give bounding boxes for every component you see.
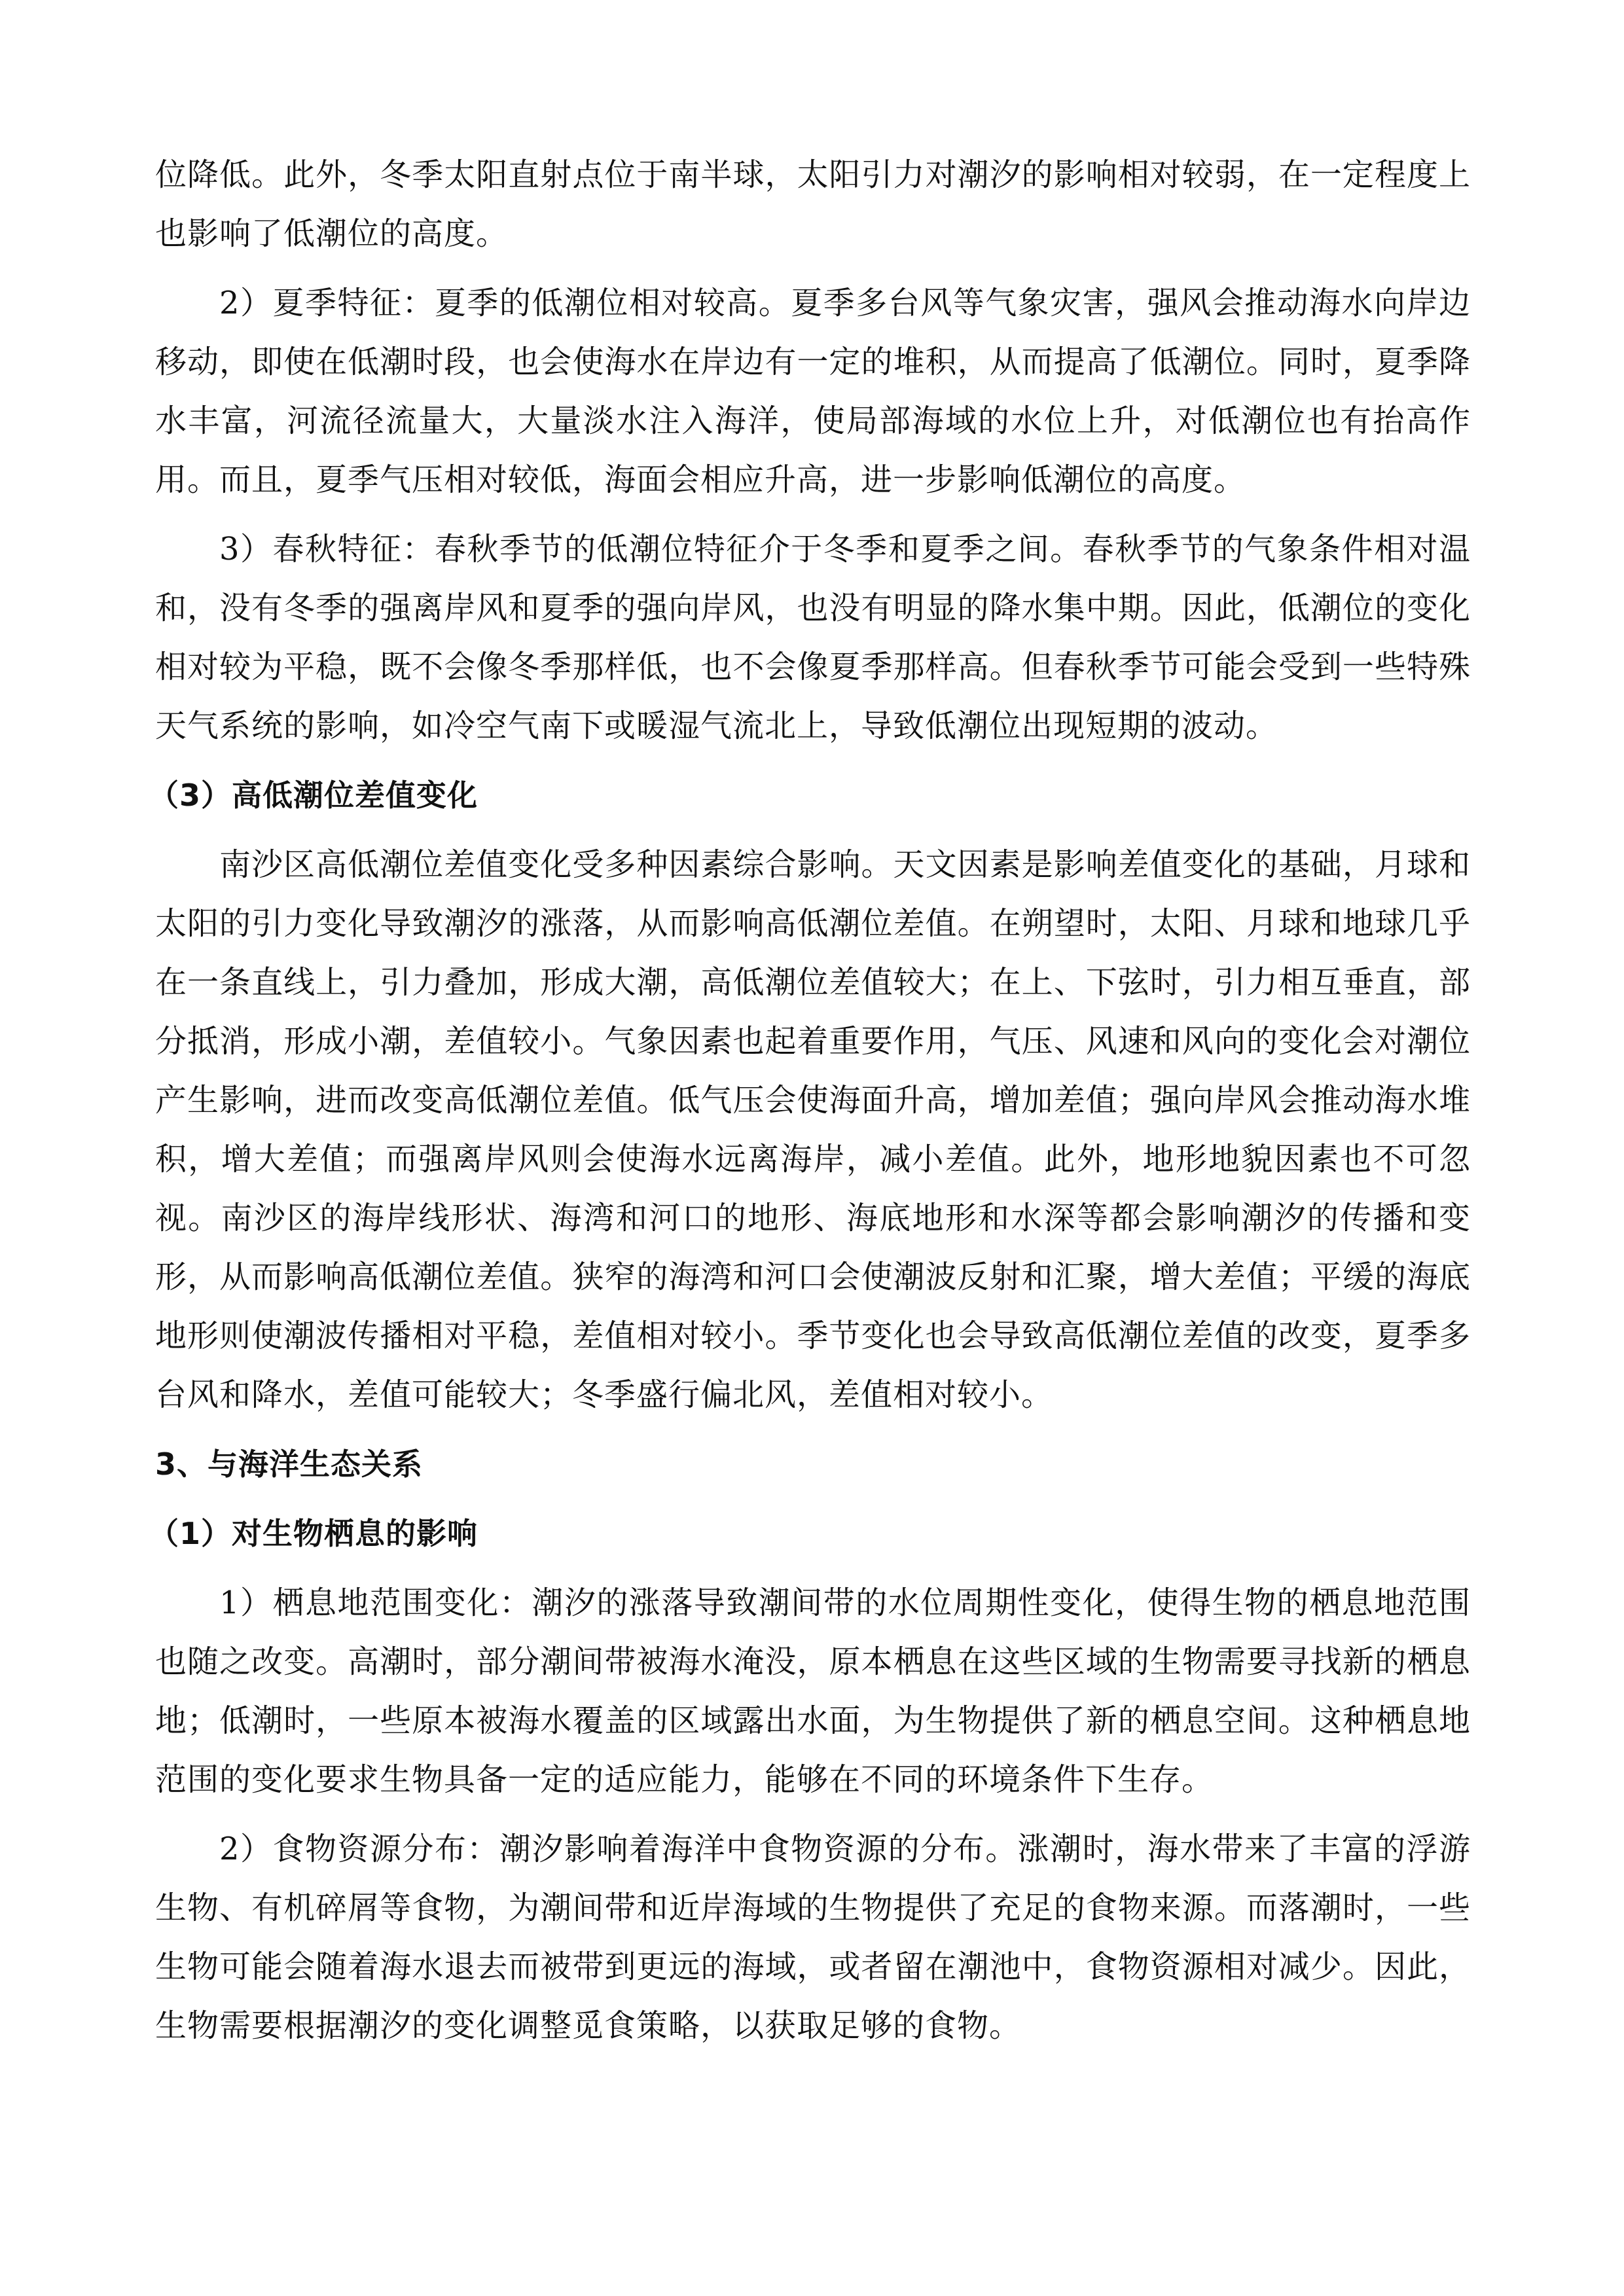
subheading-tide-difference: （3）高低潮位差值变化 — [149, 778, 478, 813]
subheading-habitat-impact: （1）对生物栖息的影响 — [149, 1516, 478, 1551]
document-page — [149, 145, 1471, 2066]
paragraph-summer-characteristics: 2）夏季特征：夏季的低潮位相对较高。夏季多台风等气象灾害，强风会推动海水向岸边移动，即使在低潮时段，也会使海水在岸边有一定的堆积，从而提高了低潮位。同时，夏季降水丰富，河流径流量大，大量淡水注入海洋，使局部海域的水位上升，对低潮位也有抬高作用。而且，夏季气压相对较低，海面会相应升高，进一步影响低潮位的高度。 — [155, 285, 1471, 498]
section-heading-marine-ecology: 3、与海洋生态关系 — [155, 1446, 424, 1482]
paragraph-spring-autumn-characteristics: 3）春秋特征：春秋季节的低潮位特征介于冬季和夏季之间。春秋季节的气象条件相对温和，没有冬季的强离岸风和夏季的强向岸风，也没有明显的降水集中期。因此，低潮位的变化相对较为平稳，既不会像冬季那样低，也不会像夏季那样高。但春秋季节可能会受到一些特殊天气系统的影响，如冷空气南下或暖湿气流北上，导致低潮位出现短期的波动。 — [155, 531, 1471, 744]
paragraph-winter-continued: 位降低。此外，冬季太阳直射点位于南半球，太阳引力对潮汐的影响相对较弱，在一定程度上也影响了低潮位的高度。 — [155, 156, 1471, 252]
paragraph-food-resources: 2）食物资源分布：潮汐影响着海洋中食物资源的分布。涨潮时，海水带来了丰富的浮游生物、有机碎屑等食物，为潮间带和近岸海域的生物提供了充足的食物来源。而落潮时，一些生物可能会随着海水退去而被带到更远的海域，或者留在潮池中，食物资源相对减少。因此，生物需要根据潮汐的变化调整觅食策略，以获取足够的食物。 — [155, 1831, 1471, 2044]
paragraph-habitat-range: 1）栖息地范围变化：潮汐的涨落导致潮间带的水位周期性变化，使得生物的栖息地范围也随之改变。高潮时，部分潮间带被海水淹没，原本栖息在这些区域的生物需要寻找新的栖息地；低潮时，一些原本被海水覆盖的区域露出水面，为生物提供了新的栖息空间。这种栖息地范围的变化要求生物具备一定的适应能力，能够在不同的环境条件下生存。 — [155, 1585, 1471, 1798]
paragraph-tide-difference: 南沙区高低潮位差值变化受多种因素综合影响。天文因素是影响差值变化的基础，月球和太阳的引力变化导致潮汐的涨落，从而影响高低潮位差值。在朔望时，太阳、月球和地球几乎在一条直线上，引力叠加，形成大潮，高低潮位差值较大；在上、下弦时，引力相互垂直，部分抵消，形成小潮，差值较小。气象因素也起着重要作用，气压、风速和风向的变化会对潮位产生影响，进而改变高低潮位差值。低气压会使海面升高，增加差值；强向岸风会推动海水堆积，增大差值；而强离岸风则会使海水远离海岸，减小差值。此外，地形地貌因素也不可忽视。南沙区的海岸线形状、海湾和河口的地形、海底地形和水深等都会影响潮汐的传播和变形，从而影响高低潮位差值。狭窄的海湾和河口会使潮波反射和汇聚，增大差值；平缓的海底地形则使潮波传播相对平稳，差值相对较小。季节变化也会导致高低潮位差值的改变，夏季多台风和降水，差值可能较大；冬季盛行偏北风，差值相对较小。 — [155, 846, 1471, 1413]
